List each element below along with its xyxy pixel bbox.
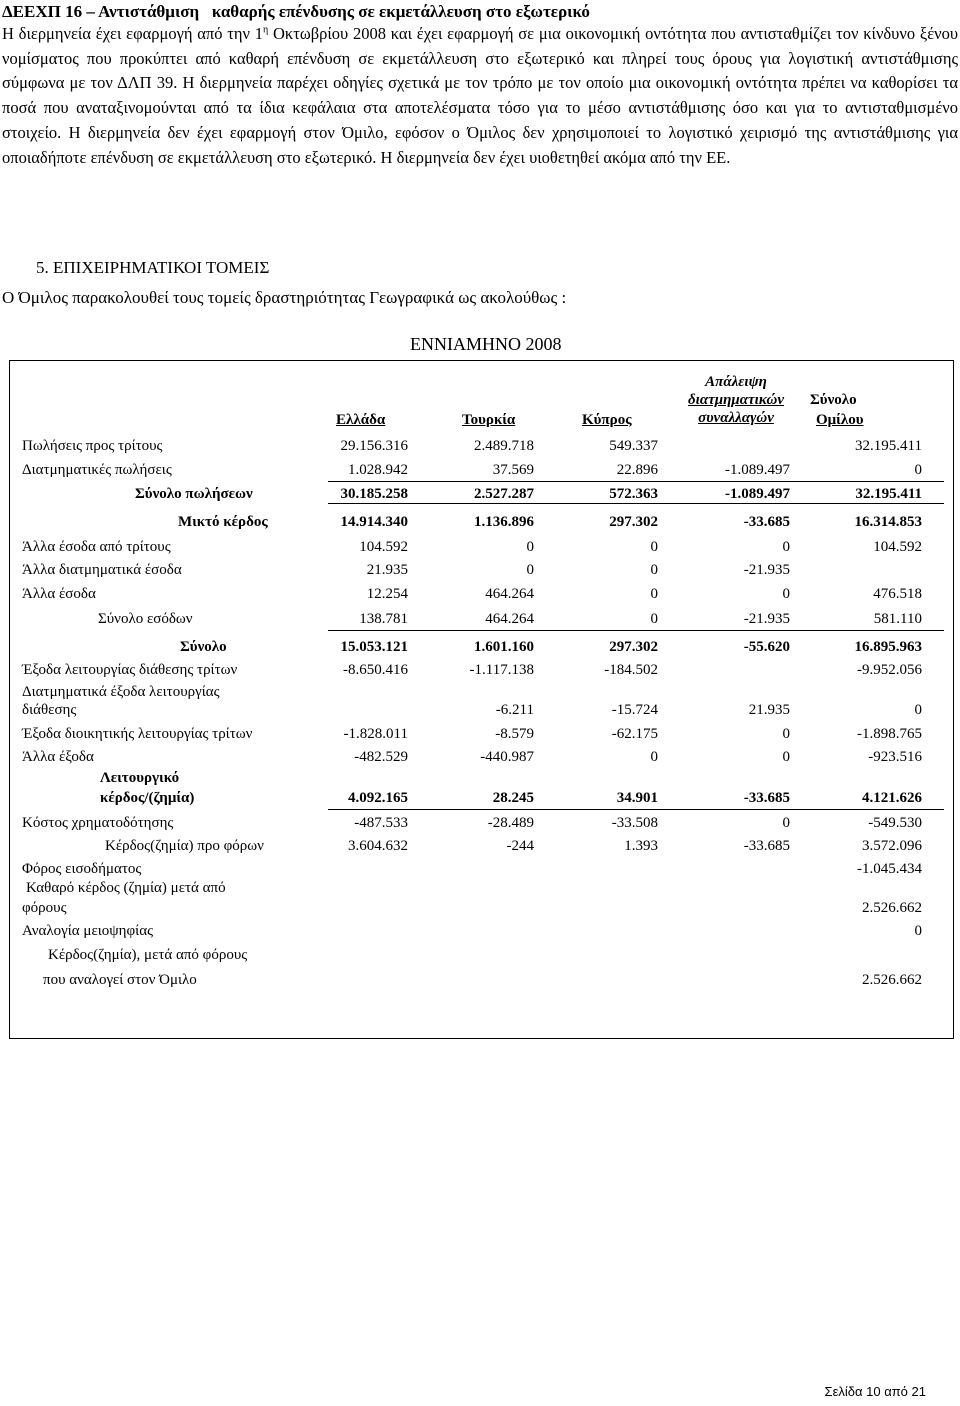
row-label: Διατμηματικές πωλήσεις — [22, 462, 172, 478]
row-label: Αναλογία μειοψηφίας — [22, 923, 154, 939]
cell-elimination: -21.935 — [743, 611, 790, 627]
cell-group-total: 0 — [914, 923, 922, 939]
cell-group-total: 3.572.096 — [862, 838, 922, 854]
cell-greece: -482.529 — [354, 749, 408, 765]
cell-turkey: 1.136.896 — [474, 514, 534, 530]
row-label: Σύνολο εσόδων — [98, 611, 193, 627]
cell-cyprus: 22.896 — [616, 462, 658, 478]
cell-group-total: 16.895.963 — [854, 639, 922, 655]
cell-group-total: -1.898.765 — [857, 726, 922, 742]
cell-cyprus: 0 — [650, 749, 658, 765]
cell-group-total: -923.516 — [868, 749, 922, 765]
cell-group-total: 32.195.411 — [855, 486, 922, 502]
cell-cyprus: 297.302 — [609, 639, 658, 655]
row-label: Άλλα έσοδα από τρίτους — [22, 539, 171, 555]
row-label: Άλλα διατμηματικά έσοδα — [22, 562, 182, 578]
cell-greece: 29.156.316 — [340, 438, 408, 454]
paragraph-text-start: Η διερμηνεία έχει εφαρμογή από την 1 — [2, 24, 264, 43]
cell-turkey: 464.264 — [485, 586, 534, 602]
document-title: ΔΕΕΧΠ 16 – Αντιστάθμιση καθαρής επένδυσης σε εκμετάλλευση στο εξωτερικό — [2, 2, 590, 21]
cell-elimination: 21.935 — [748, 702, 790, 718]
cell-greece: -8.650.416 — [343, 662, 408, 678]
cell-turkey: 0 — [526, 539, 534, 555]
header-elimination-line2: διατμηματικών — [687, 392, 784, 408]
cell-cyprus: 0 — [650, 539, 658, 555]
cell-group-total: 581.110 — [873, 611, 922, 627]
cell-turkey: -244 — [506, 838, 534, 854]
cell-elimination: -55.620 — [743, 639, 790, 655]
subtotal-rule — [328, 809, 944, 810]
cell-cyprus: 297.302 — [609, 514, 658, 530]
cell-cyprus: 549.337 — [609, 438, 658, 454]
cell-group-total: -9.952.056 — [857, 662, 922, 678]
cell-greece: 15.053.121 — [340, 639, 408, 655]
cell-elimination: -33.685 — [743, 790, 790, 806]
cell-elimination: 0 — [782, 815, 790, 831]
row-label-line1: Διατμηματικά έξοδα λειτουργίας — [22, 684, 220, 700]
cell-group-total: -549.530 — [868, 815, 922, 831]
cell-cyprus: 0 — [650, 586, 658, 602]
cell-group-total: 4.121.626 — [862, 790, 922, 806]
row-label-line2: κέρδος/(ζημία) — [100, 790, 195, 806]
cell-turkey: -6.211 — [495, 702, 534, 718]
cell-cyprus: 0 — [650, 562, 658, 578]
cell-elimination: -1.089.497 — [725, 486, 790, 502]
cell-turkey: 28.245 — [492, 790, 534, 806]
cell-group-total: -1.045.434 — [857, 861, 922, 877]
subtotal-rule — [328, 481, 944, 482]
cell-turkey: 0 — [526, 562, 534, 578]
cell-turkey: 464.264 — [485, 611, 534, 627]
cell-cyprus: 34.901 — [616, 790, 658, 806]
section-heading: 5. ΕΠΙΧΕΙΡΗΜΑΤΙΚΟΙ ΤΟΜΕΙΣ — [36, 258, 270, 277]
header-turkey: Τουρκία — [462, 412, 516, 428]
row-label-line2: φόρους — [22, 900, 67, 916]
row-label: Σύνολο πωλήσεων — [135, 486, 253, 502]
cell-group-total: 104.592 — [873, 539, 922, 555]
paragraph-text-rest: Οκτωβρίου 2008 και έχει εφαρμογή σε μια οικονομική οντότητα που αντισταθμίζει τον κίνδυνο ξένου νομίσματος που προκύπτει από καθαρή επένδυση σε εκμετάλλευση στο εξωτερικό και πληρεί τους όρους για λογιστική αντιστάθμισης σύμφωνα με τον ΔΛΠ 39. Η διερμηνεία παρέχει οδηγίες σχετικά με τον τρόπο με τον οποίο μια οικονομική οντότητα πρέπει να καθορίσει τα ποσά που αναταξινομούνται από τα ίδια κεφάλαια στα αποτελέσματα τόσο για το μέσο αντιστάθμισης όσο και για το αντισταθμισμένο στοιχείο. Η διερμηνεία δεν έχει εφαρμογή στον Όμιλο, εφόσον ο Όμιλος δεν χρησιμοποιεί το λογιστικό χειρισμό της αντιστάθμισης για οποιαδήποτε επένδυση σε εκμετάλλευση στο εξωτερικό. Η διερμηνεία δεν έχει υιοθετηθεί ακόμα από την ΕΕ. — [2, 24, 958, 167]
cell-group-total: 16.314.853 — [854, 514, 922, 530]
interpretation-paragraph — [2, 22, 958, 170]
header-group-total-line1: Σύνολο — [810, 392, 857, 408]
row-label-line1: Λειτουργικό — [100, 770, 180, 786]
row-label: Έξοδα λειτουργίας διάθεσης τρίτων — [22, 662, 238, 678]
cell-turkey: 1.601.160 — [474, 639, 534, 655]
row-label: Άλλα έξοδα — [22, 749, 94, 765]
cell-greece: -487.533 — [354, 815, 408, 831]
row-label: Άλλα έσοδα — [22, 586, 96, 602]
cell-greece: 3.604.632 — [348, 838, 408, 854]
cell-greece: 14.914.340 — [340, 514, 408, 530]
cell-greece: 21.935 — [366, 562, 408, 578]
row-label: Κόστος χρηματοδότησης — [22, 815, 174, 831]
cell-cyprus: -62.175 — [611, 726, 658, 742]
cell-group-total: 0 — [914, 702, 922, 718]
row-label: Φόρος εισοδήματος — [22, 861, 142, 877]
subtotal-rule — [328, 503, 944, 504]
cell-greece: 138.781 — [359, 611, 408, 627]
cell-elimination: -21.935 — [743, 562, 790, 578]
page-number: Σελίδα 10 από 21 — [824, 1384, 926, 1399]
period-title: ΕΝΝΙΑΜΗΝΟ 2008 — [410, 334, 562, 354]
header-group-total-line2: Ομίλου — [816, 412, 864, 428]
row-label-line2: που αναλογεί στον Όμιλο — [43, 972, 197, 988]
cell-group-total: 32.195.411 — [855, 438, 922, 454]
cell-group-total: 0 — [914, 462, 922, 478]
header-cyprus: Κύπρος — [582, 412, 632, 428]
cell-greece: 1.028.942 — [348, 462, 408, 478]
cell-turkey: -8.579 — [495, 726, 534, 742]
cell-greece: 4.092.165 — [348, 790, 408, 806]
cell-elimination: 0 — [782, 749, 790, 765]
cell-turkey: 2.527.287 — [474, 486, 534, 502]
row-label: Έξοδα διοικητικής λειτουργίας τρίτων — [22, 726, 253, 742]
cell-cyprus: 1.393 — [624, 838, 658, 854]
cell-greece: 30.185.258 — [340, 486, 408, 502]
cell-elimination: 0 — [782, 586, 790, 602]
cell-cyprus: -33.508 — [611, 815, 658, 831]
row-label: Μικτό κέρδος — [178, 514, 268, 530]
cell-turkey: -28.489 — [487, 815, 534, 831]
cell-group-total: 2.526.662 — [862, 900, 922, 916]
row-label-line2: διάθεσης — [22, 702, 77, 718]
cell-turkey: 2.489.718 — [474, 438, 534, 454]
row-label: Κέρδος(ζημία) προ φόρων — [105, 838, 264, 854]
cell-group-total: 476.518 — [873, 586, 922, 602]
cell-greece: 104.592 — [359, 539, 408, 555]
header-greece: Ελλάδα — [336, 412, 386, 428]
header-elimination-line1: Απάλειψη — [705, 374, 767, 390]
cell-turkey: -1.117.138 — [469, 662, 534, 678]
section-intro-text: Ο Όμιλος παρακολουθεί τους τομείς δραστηριότητας Γεωγραφικά ως ακολούθως : — [2, 288, 567, 307]
cell-cyprus: -184.502 — [604, 662, 658, 678]
cell-turkey: -440.987 — [480, 749, 534, 765]
header-elimination-line3: συναλλαγών — [698, 410, 774, 426]
subtotal-rule — [328, 630, 944, 631]
row-label-line1: Κέρδος(ζημία), μετά από φόρους — [48, 947, 248, 963]
cell-elimination: -1.089.497 — [725, 462, 790, 478]
cell-turkey: 37.569 — [492, 462, 534, 478]
cell-cyprus: 0 — [650, 611, 658, 627]
cell-group-total: 2.526.662 — [862, 972, 922, 988]
row-label-line1: Καθαρό κέρδος (ζημία) μετά από — [26, 880, 226, 896]
ordinal-superscript: η — [263, 24, 269, 36]
cell-elimination: 0 — [782, 539, 790, 555]
cell-greece: -1.828.011 — [343, 726, 408, 742]
cell-cyprus: -15.724 — [611, 702, 658, 718]
segment-table — [9, 360, 954, 1039]
row-label: Πωλήσεις προς τρίτους — [22, 438, 163, 454]
cell-elimination: -33.685 — [743, 838, 790, 854]
cell-elimination: -33.685 — [743, 514, 790, 530]
cell-greece: 12.254 — [366, 586, 408, 602]
row-label: Σύνολο — [180, 639, 227, 655]
cell-elimination: 0 — [782, 726, 790, 742]
cell-cyprus: 572.363 — [609, 486, 658, 502]
